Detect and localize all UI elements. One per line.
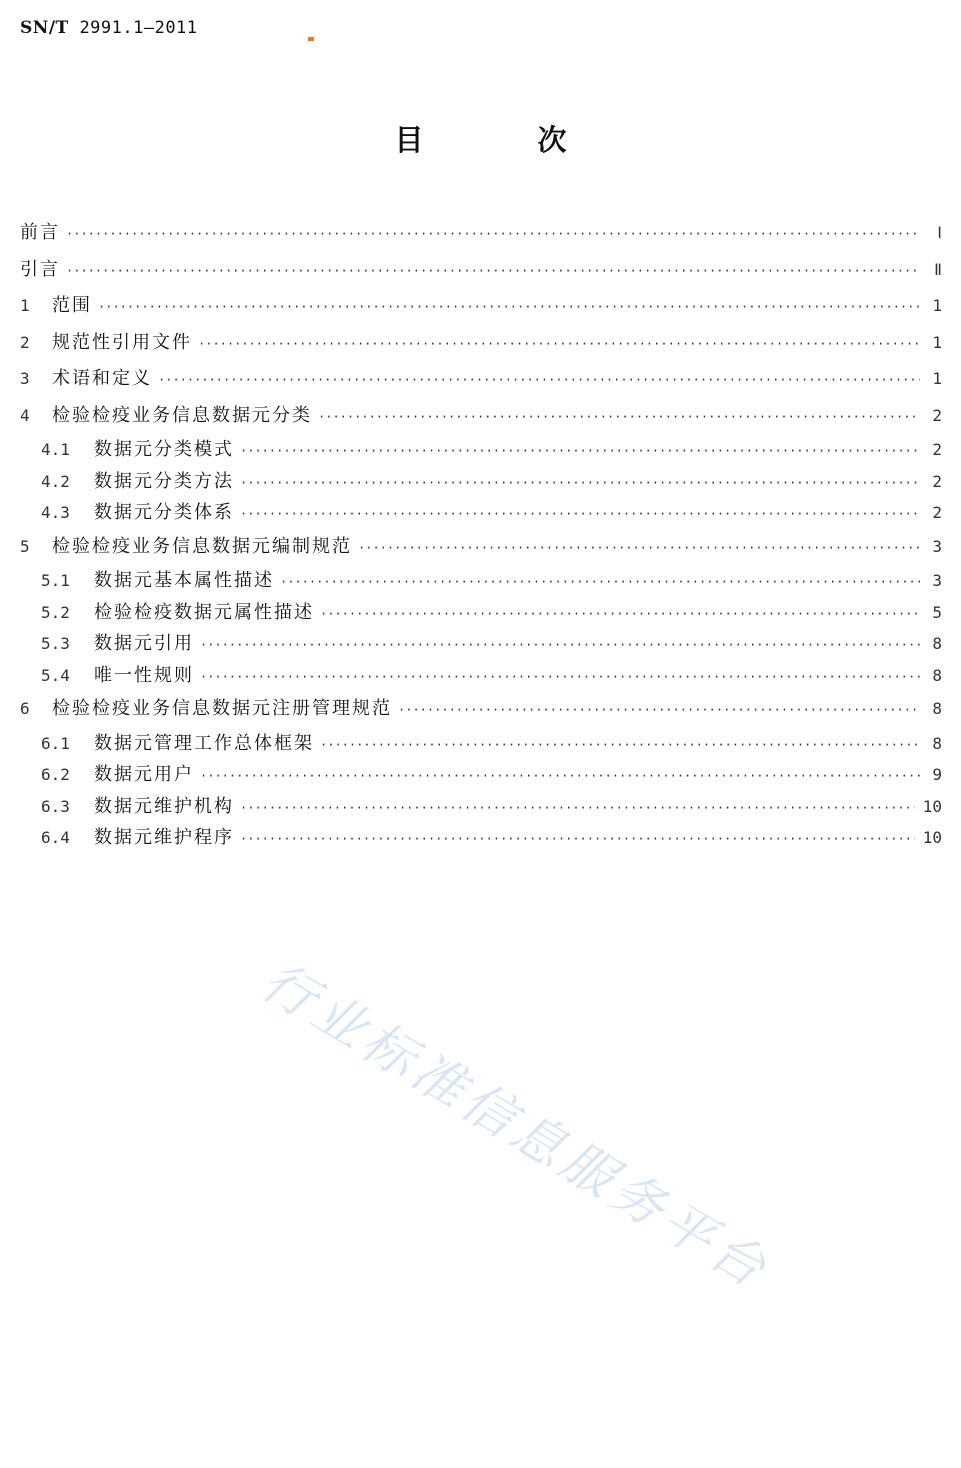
toc-entry-title: 数据元用户: [94, 764, 194, 785]
toc-entry-number: 5.1: [41, 571, 70, 590]
toc-page-number: 8: [932, 634, 942, 653]
toc-entry-number: 5.3: [41, 634, 70, 653]
toc-leader-dots: [240, 468, 920, 500]
toc-leader-dots: [98, 289, 920, 326]
toc-entry-number: 4.2: [41, 471, 70, 491]
toc-leader-dots: [280, 567, 920, 599]
toc-page-number: 5: [932, 602, 942, 622]
standard-number: [20, 18, 198, 38]
standard-prefix: SN/T: [20, 18, 69, 38]
toc-entry-title: 范围: [52, 295, 92, 316]
toc-entry[interactable]: [20, 325, 942, 362]
toc-page-number: 2: [932, 440, 942, 459]
toc-subentry[interactable]: [20, 497, 942, 529]
toc-entry[interactable]: [20, 252, 942, 289]
orange-marker: [308, 37, 314, 41]
toc-page-number: 3: [932, 536, 942, 556]
standard-code: 2991.1—2011: [79, 18, 198, 38]
toc-entry-number: 4.1: [41, 440, 70, 459]
toc-leader-dots: [240, 793, 915, 825]
toc-entry-title: 数据元管理工作总体框架: [94, 732, 314, 754]
toc-subentry[interactable]: [20, 434, 942, 466]
toc-subentry[interactable]: [20, 660, 942, 692]
toc-entry-title: 检验检疫业务信息数据元分类: [52, 404, 312, 426]
toc-entry-title: 检验检疫业务信息数据元注册管理规范: [52, 698, 392, 719]
toc-subentry[interactable]: [20, 791, 942, 823]
toc-leader-dots: [240, 499, 920, 531]
toc-entry-title: 数据元分类方法: [94, 470, 234, 492]
toc-subentry[interactable]: [20, 759, 942, 791]
toc-entry[interactable]: [20, 288, 942, 325]
toc-leader-dots: [198, 326, 920, 363]
toc-page-number: 1: [932, 296, 942, 315]
toc-entry-title: 数据元维护机构: [94, 795, 234, 817]
toc-entry-title: 数据元基本属性描述: [94, 570, 274, 591]
toc-entry-number: 3: [20, 369, 30, 388]
toc-entry[interactable]: [20, 398, 942, 435]
toc-leader-dots: [240, 824, 915, 856]
toc-page-number: 2: [932, 503, 942, 522]
toc-page-number: 8: [932, 733, 942, 753]
toc-leader-dots: [200, 761, 920, 793]
toc-leader-dots: [200, 630, 920, 662]
watermark-text: 行业标准信息服务平台: [251, 951, 780, 1302]
toc-entry-title: 术语和定义: [52, 368, 152, 389]
toc-entry-number: 2: [20, 332, 30, 352]
toc-entry-number: 6.2: [41, 765, 70, 784]
toc-entry-number: 5: [20, 536, 30, 556]
toc-page-number: Ⅰ: [937, 223, 942, 242]
toc-subentry[interactable]: [20, 628, 942, 660]
toc-leader-dots: [320, 730, 920, 762]
toc-page-number: 9: [932, 765, 942, 784]
toc-entry-number: 6: [20, 699, 30, 718]
toc-leader-dots: [200, 662, 920, 694]
toc-leader-dots: [398, 692, 920, 729]
toc-leader-dots: [66, 216, 920, 253]
toc-leader-dots: [158, 362, 920, 399]
toc-page-number: Ⅱ: [934, 259, 942, 279]
toc-entry[interactable]: [20, 215, 942, 252]
toc-page-number: 10: [922, 828, 942, 847]
toc-entry-number: 6.3: [41, 796, 70, 816]
toc-leader-dots: [358, 530, 920, 567]
toc-entry-title: 检验检疫数据元属性描述: [94, 601, 314, 623]
toc-page-number: 3: [932, 571, 942, 590]
toc-subentry[interactable]: [20, 822, 942, 854]
toc-page-number: 8: [932, 699, 942, 718]
toc-entry-number: 4.3: [41, 503, 70, 522]
toc-leader-dots: [320, 599, 920, 631]
toc-entry-number: 1: [20, 296, 30, 315]
toc-page-number: 2: [932, 471, 942, 491]
toc-entry-title: 前言: [20, 222, 60, 243]
toc-subentry[interactable]: [20, 728, 942, 760]
table-of-contents: [20, 215, 942, 854]
toc-entry-title: 引言: [20, 258, 60, 280]
toc-entry[interactable]: [20, 529, 942, 566]
toc-entry-number: 5.2: [41, 602, 70, 622]
toc-subentry[interactable]: [20, 565, 942, 597]
toc-entry-number: 5.4: [41, 665, 70, 685]
toc-entry-title: 数据元维护程序: [94, 827, 234, 848]
toc-entry-title: 数据元引用: [94, 633, 194, 654]
toc-entry-title: 唯一性规则: [94, 664, 194, 686]
toc-page-number: 1: [932, 369, 942, 388]
toc-page-number: 2: [932, 405, 942, 425]
toc-entry-title: 规范性引用文件: [52, 331, 192, 353]
toc-leader-dots: [318, 399, 920, 436]
toc-page-number: 8: [932, 665, 942, 685]
toc-entry-title: 数据元分类模式: [94, 439, 234, 460]
toc-subentry[interactable]: [20, 466, 942, 498]
toc-entry-title: 数据元分类体系: [94, 502, 234, 523]
toc-entry[interactable]: [20, 361, 942, 398]
toc-page-number: 1: [932, 332, 942, 352]
toc-entry-number: 6.4: [41, 828, 70, 847]
toc-entry-title: 检验检疫业务信息数据元编制规范: [52, 535, 352, 557]
toc-entry-number: 6.1: [41, 733, 70, 753]
toc-page-number: 10: [922, 796, 942, 816]
toc-leader-dots: [240, 436, 920, 468]
toc-entry[interactable]: [20, 691, 942, 728]
toc-subentry[interactable]: [20, 597, 942, 629]
toc-leader-dots: [66, 253, 920, 290]
page-title: 目 次: [394, 123, 619, 157]
toc-entry-number: 4: [20, 405, 30, 425]
